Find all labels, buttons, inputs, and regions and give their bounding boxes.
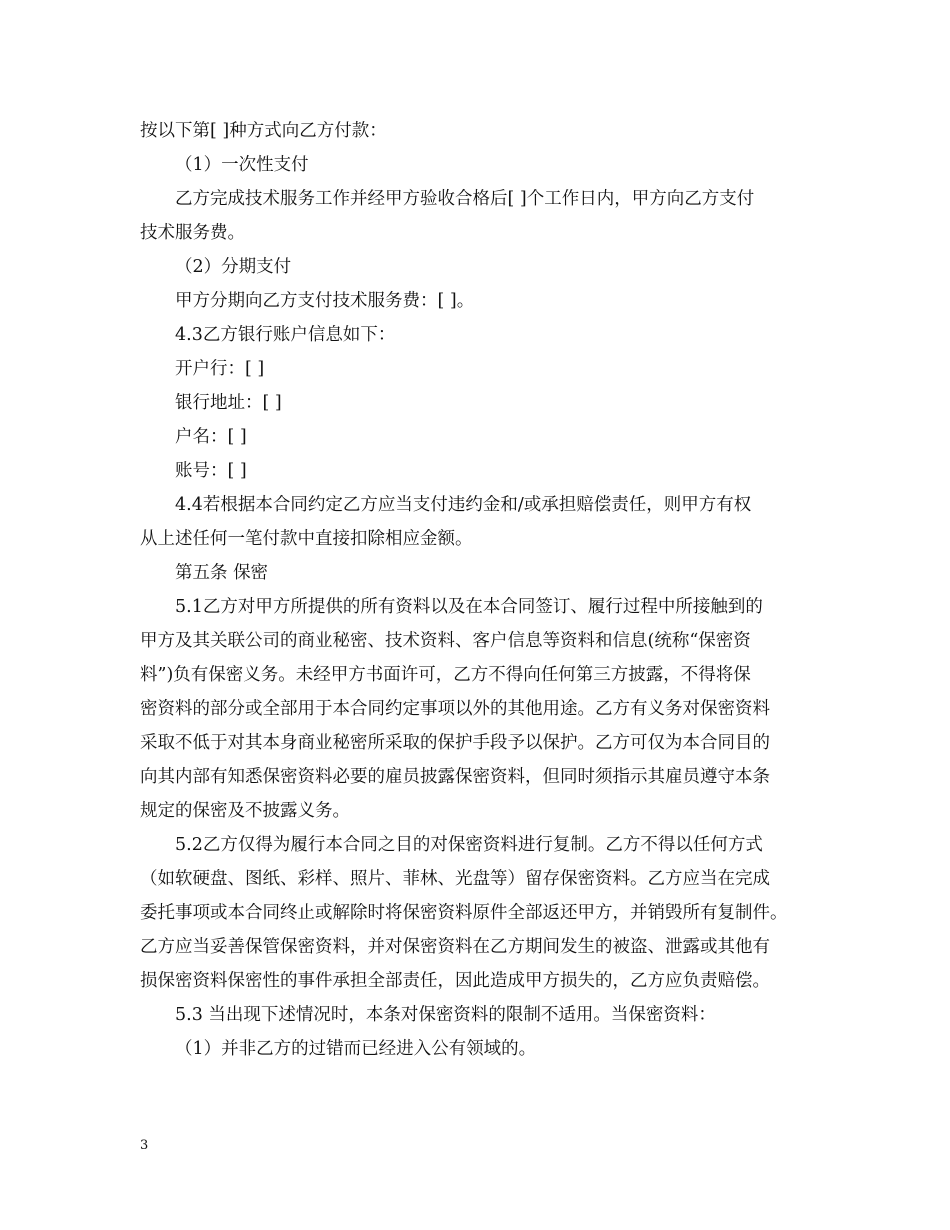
text-line: 5.2乙方仅得为履行本合同之目的对保密资料进行复制。乙方不得以任何方式 (175, 835, 763, 855)
text-line: （2）分期支付 (175, 257, 292, 277)
text-line: 从上述任何一笔付款中直接扣除相应金额。 (140, 529, 473, 549)
text-line: 损保密资料保密性的事件承担全部责任，因此造成甲方损失的，乙方应负责赔偿。 (140, 971, 770, 991)
text-line: 4.3乙方银行账户信息如下： (175, 325, 396, 345)
text-line: 采取不低于对其本身商业秘密所采取的保护手段予以保护。乙方可仅为本合同目的 (140, 733, 770, 753)
text-line: 委托事项或本合同终止或解除时将保密资料原件全部返还甲方，并销毁所有复制件。 (140, 903, 788, 923)
text-line: 按以下第[ ]种方式向乙方付款： (140, 121, 387, 141)
text-line: 5.1乙方对甲方所提供的所有资料以及在本合同签订、履行过程中所接触到的 (175, 597, 763, 617)
text-line: 乙方应当妥善保管保密资料，并对保密资料在乙方期间发生的被盗、泄露或其他有 (140, 937, 770, 957)
text-line: 银行地址：[ ] (175, 393, 282, 413)
text-line: 向其内部有知悉保密资料必要的雇员披露保密资料，但同时须指示其雇员遵守本条 (140, 767, 770, 787)
text-line: 技术服务费。 (140, 223, 245, 243)
text-line: （1）一次性支付 (175, 155, 309, 175)
text-line: 4.4若根据本合同约定乙方应当支付违约金和/或承担赔偿责任，则甲方有权 (175, 495, 752, 515)
text-line: 密资料的部分或全部用于本合同约定事项以外的其他用途。乙方有义务对保密资料 (140, 699, 770, 719)
page-number: 3 (140, 1138, 149, 1153)
text-line: （如软硬盘、图纸、彩样、照片、菲林、光盘等）留存保密资料。乙方应当在完成 (140, 869, 770, 889)
text-line: 甲方分期向乙方支付技术服务费：[ ]。 (175, 291, 475, 311)
section-heading: 第五条 保密 (175, 563, 269, 583)
text-line: 规定的保密及不披露义务。 (140, 801, 350, 821)
text-line: 开户行：[ ] (175, 359, 265, 379)
text-line: 料”)负有保密义务。未经甲方书面许可，乙方不得向任何第三方披露，不得将保 (140, 665, 751, 685)
text-line: 5.3 当出现下述情况时，本条对保密资料的限制不适用。当保密资料： (175, 1005, 716, 1025)
text-line: 甲方及其关联公司的商业秘密、技术资料、客户信息等资料和信息(统称“保密资 (140, 631, 751, 651)
text-line: 户名：[ ] (175, 427, 247, 447)
text-line: 乙方完成技术服务工作并经甲方验收合格后[ ]个工作日内，甲方向乙方支付 (175, 189, 755, 209)
text-line: 账号：[ ] (175, 461, 247, 481)
text-line: （1）并非乙方的过错而已经进入公有领域的。 (175, 1039, 537, 1059)
